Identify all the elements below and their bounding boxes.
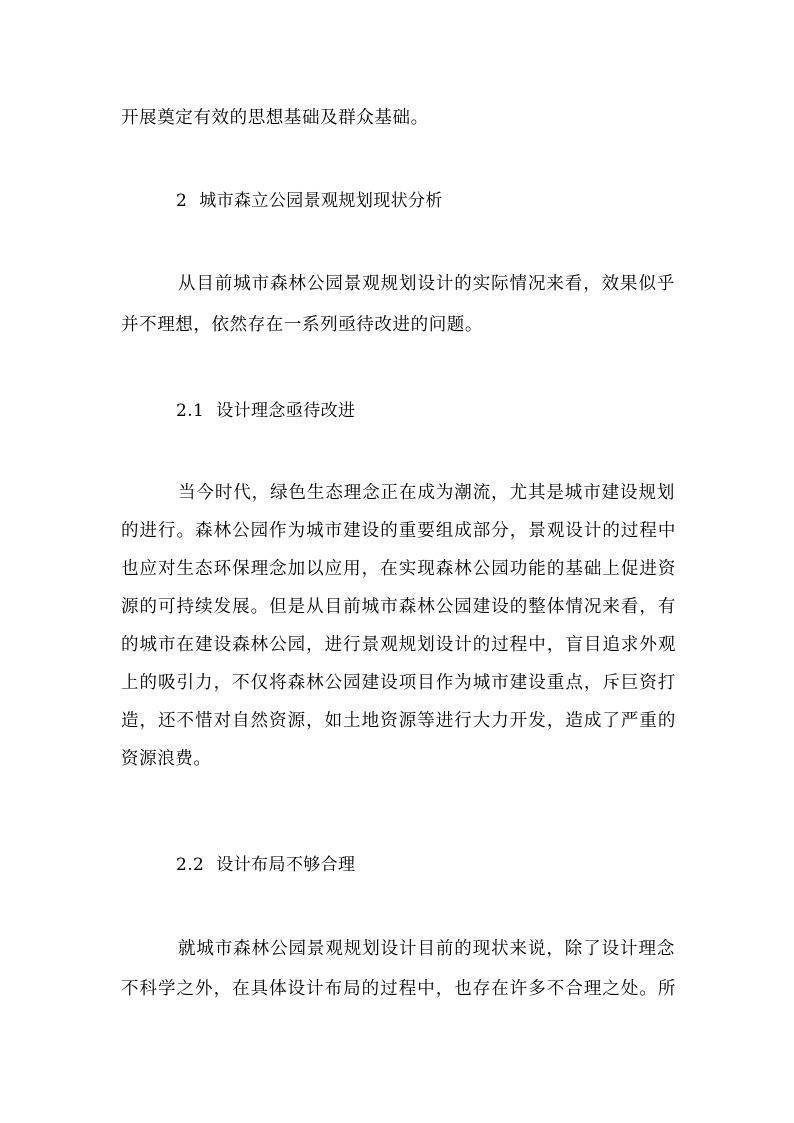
section-number: 2.1 — [176, 401, 205, 421]
paragraph-line: 当今时代，绿色生态理念正在成为潮流，尤其是城市建设规划 — [178, 483, 675, 503]
paragraph-line: 资源浪费。 — [121, 749, 212, 769]
section-number: 2.2 — [176, 855, 205, 875]
section-heading-2 — [176, 191, 443, 211]
section-heading-2-2 — [176, 855, 355, 875]
paragraph-line: 不科学之外，在具体设计布局的过程中，也存在许多不合理之处。所 — [121, 979, 676, 999]
paragraph-line: 的城市在建设森林公园，进行景观规划设计的过程中，盲目追求外观 — [121, 635, 676, 655]
paragraph-line: 开展奠定有效的思想基础及群众基础。 — [121, 108, 429, 128]
section-number: 2 — [176, 191, 188, 211]
section-title: 设计布局不够合理 — [216, 855, 356, 875]
paragraph-line: 源的可持续发展。但是从目前城市森林公园建设的整体情况来看，有 — [121, 597, 676, 617]
section-title: 城市森立公园景观规划现状分析 — [199, 191, 443, 211]
section-heading-2-1 — [176, 401, 355, 421]
paragraph-line: 从目前城市森林公园景观规划设计的实际情况来看，效果似乎 — [178, 274, 675, 294]
paragraph-line: 也应对生态环保理念加以应用，在实现森林公园功能的基础上促进资 — [121, 559, 676, 579]
paragraph-line: 的进行。森林公园作为城市建设的重要组成部分，景观设计的过程中 — [121, 521, 676, 541]
paragraph-line: 并不理想，依然存在一系列亟待改进的问题。 — [121, 315, 483, 335]
section-title: 设计理念亟待改进 — [216, 401, 356, 421]
paragraph-line: 造，还不惜对自然资源，如土地资源等进行大力开发，造成了严重的 — [121, 711, 676, 731]
paragraph-line: 上的吸引力，不仅将森林公园建设项目作为城市建设重点，斥巨资打 — [121, 673, 676, 693]
paragraph-line: 就城市森林公园景观规划设计目前的现状来说，除了设计理念 — [178, 939, 675, 959]
